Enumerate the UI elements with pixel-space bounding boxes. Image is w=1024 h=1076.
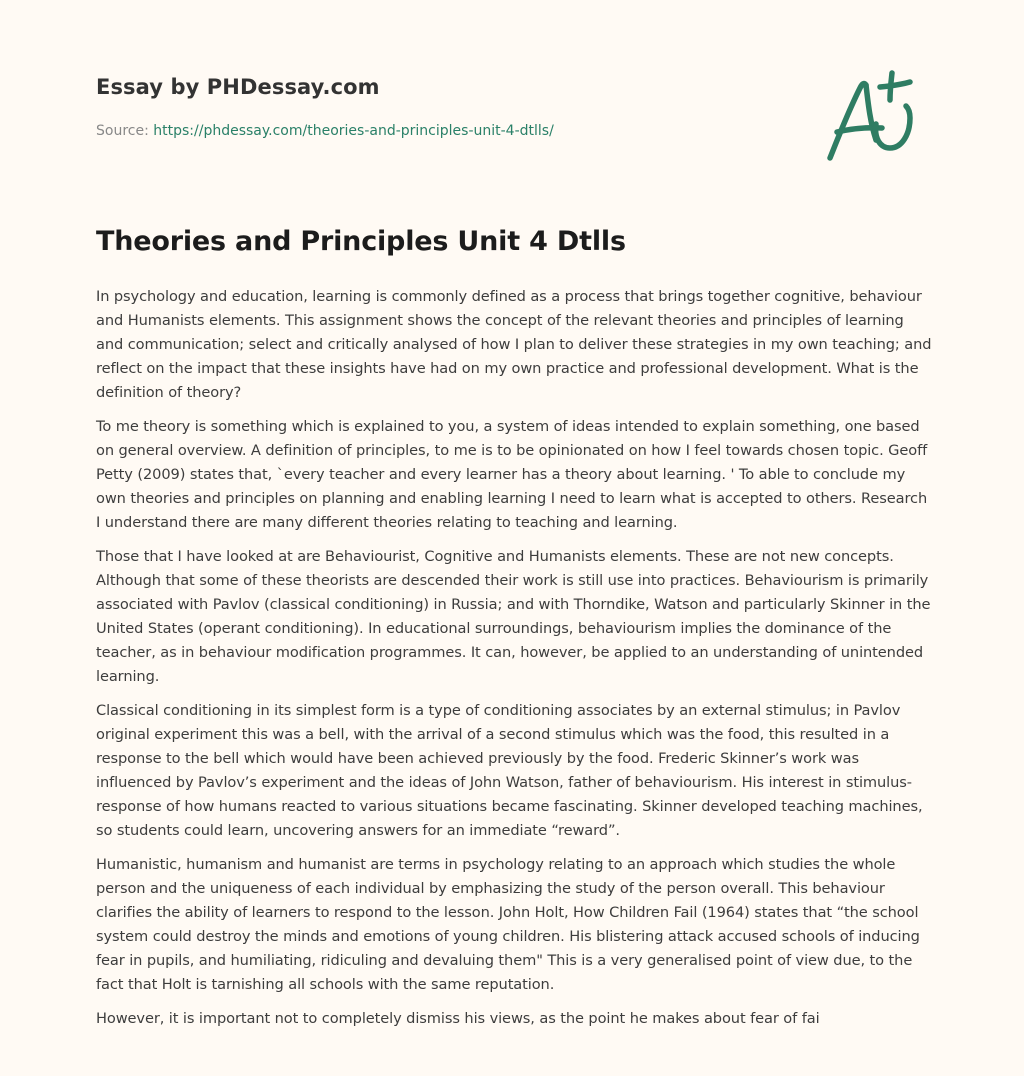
essay-page: [96, 0, 932, 1027]
essay-title: Theories and Principles Unit 4 Dtlls: [96, 226, 626, 257]
a-plus-grade-icon: [824, 68, 928, 164]
site-header: [96, 0, 932, 200]
essay-paragraph: In psychology and education, learning is commonly defined as a process that brings together cognitive, behaviour and Humanists elements. This assignment shows the concept of the relevant theories and principles of learning and communication; select and critically analysed of how I plan to deliver these strategies in my own teaching; and reflect on the impact that these insights have had on my own practice and professional development. What is the definition of theory?: [96, 288, 932, 401]
essay-paragraph: Humanistic, humanism and humanist are terms in psychology relating to an approach which studies the whole person and the uniqueness of each individual by emphasizing the study of the person overall. This behaviour clarifies the ability of learners to respond to the lesson. John Holt, How Children Fail (1964) states that “the school system could destroy the minds and emotions of young children. His blistering attack accused schools of inducing fear in pupils, and humiliating, ridiculing and devaluing them" This is a very generalised point of view due, to the fact that Holt is tarnishing all schools with the same reputation.: [96, 856, 920, 993]
essay-paragraph: To me theory is something which is explained to you, a system of ideas intended to explain something, one based on general overview. A definition of principles, to me is to be opinionated on how I feel towards chosen topic. Geoff Petty (2009) states that, `every teacher and every learner has a theory about learning. ' To able to conclude my own theories and principles on planning and enabling learning I need to learn what is accepted to others. Research I understand there are many different theories relating to teaching and learning.: [96, 418, 928, 531]
essay-paragraph: Classical conditioning in its simplest form is a type of conditioning associates by an external stimulus; in Pavlov original experiment this was a bell, with the arrival of a second stimulus which was the food, this resulted in a response to the bell which would have been achieved previously by the food. Frederic Skinner’s work was influenced by Pavlov’s experiment and the ideas of John Watson, father of behaviourism. His interest in stimulus-response of how humans reacted to various situations became fascinating. Skinner developed teaching machines, so students could learn, uncovering answers for an immediate “reward”.: [96, 702, 923, 839]
source-label: Source:: [96, 123, 149, 139]
source-link[interactable]: https://phdessay.com/theories-and-principles-unit-4-dtlls/: [153, 123, 554, 139]
essay-paragraph: However, it is important not to completely dismiss his views, as the point he makes about fear of fai: [96, 1010, 820, 1027]
source-line: [96, 123, 554, 139]
essay-paragraph: Those that I have looked at are Behaviourist, Cognitive and Humanists elements. These are not new concepts. Although that some of these theorists are descended their work is still use into practices. Behaviourism is primarily associated with Pavlov (classical conditioning) in Russia; and with Thorndike, Watson and particularly Skinner in the United States (operant conditioning). In educational surroundings, behaviourism implies the dominance of the teacher, as in behaviour modification programmes. It can, however, be applied to an understanding of unintended learning.: [96, 548, 931, 685]
site-name: Essay by PHDessay.com: [96, 75, 380, 99]
essay-body: [96, 285, 932, 1041]
